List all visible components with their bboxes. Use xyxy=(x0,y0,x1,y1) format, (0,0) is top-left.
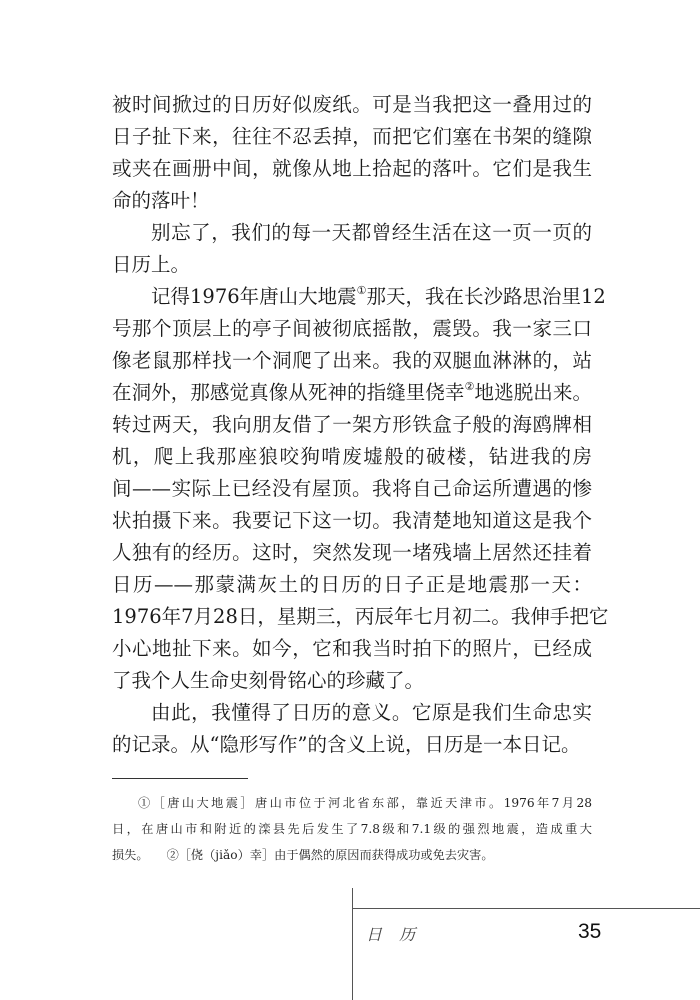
footnote-ref-2[interactable]: ② xyxy=(464,380,475,393)
text-line: 日历上。 xyxy=(112,253,191,276)
text-line: 号那个顶层上的亭子间被彻底摇散，震毁。我一家三口 xyxy=(112,317,592,340)
text-line: 或夹在画册中间，就像从地上拾起的落叶。它们是我生 xyxy=(112,157,592,180)
text-segment: 记得1976年唐山大地震 xyxy=(151,285,357,308)
text-line: 由此，我懂得了日历的意义。它原是我们生命忠实 xyxy=(151,701,592,724)
text-line: 1976年7月28日，星期三，丙辰年七月初二。我伸手把它 xyxy=(112,605,609,628)
footnote-line: ①［唐山大地震］唐山市位于河北省东部，靠近天津市。1976年7月28 xyxy=(138,796,592,810)
text-line: 间——实际上已经没有屋顶。我将自己命运所遭遇的惨 xyxy=(112,477,592,500)
footer-rule xyxy=(352,908,700,909)
text-segment: 那天，我在长沙路思治里12 xyxy=(366,285,606,308)
footnote-ref-1[interactable]: ① xyxy=(356,284,367,297)
text-segment: 在洞外，那感觉真像从死神的指缝里侥幸 xyxy=(112,381,465,404)
text-line: 日历——那蒙满灰土的日历的日子正是地震那一天： xyxy=(112,573,592,596)
footnote-divider xyxy=(112,778,248,779)
footer-divider xyxy=(352,888,353,1000)
footnote-text: ②［侥（jiǎo）幸］由于偶然的原因而获得成功或免去灾害。 xyxy=(166,848,494,862)
text-line: 人独有的经历。这时，突然发现一堵残墙上居然还挂着 xyxy=(112,541,592,564)
text-line: 机，爬上我那座狼咬狗啃废墟般的破楼，钻进我的房 xyxy=(112,445,592,468)
text-line: 小心地扯下来。如今，它和我当时拍下的照片，已经成 xyxy=(112,637,592,660)
text-line: 命的落叶！ xyxy=(112,189,210,212)
page-number: 35 xyxy=(578,920,602,943)
text-line: 像老鼠那样找一个洞爬了出来。我的双腿血淋淋的，站 xyxy=(112,349,592,372)
text-line xyxy=(112,378,592,408)
text-line: 转过两天，我向朋友借了一架方形铁盒子般的海鸥牌相 xyxy=(112,413,592,436)
text-segment: 地逃脱出来。 xyxy=(474,381,592,404)
text-line: 日子扯下来，往往不忍丢掉，而把它们塞在书架的缝隙 xyxy=(112,125,592,148)
text-line: 了我个人生命史刻骨铭心的珍藏了。 xyxy=(112,669,425,692)
footnote-text: 损失。 xyxy=(112,848,149,862)
text-line: 别忘了，我们的每一天都曾经生活在这一页一页的 xyxy=(151,221,592,244)
text-line xyxy=(112,282,606,312)
text-line: 被时间掀过的日历好似废纸。可是当我把这一叠用过的 xyxy=(112,93,592,116)
running-title: 日 历 xyxy=(366,925,422,944)
footnote-line: 日，在唐山市和附近的滦县先后发生了7.8级和7.1级的强烈地震，造成重大 xyxy=(112,822,592,836)
footnote-line xyxy=(112,842,592,868)
text-line: 状拍摄下来。我要记下这一切。我清楚地知道这是我个 xyxy=(112,509,592,532)
text-line: 的记录。从“隐形写作”的含义上说，日历是一本日记。 xyxy=(112,733,581,756)
